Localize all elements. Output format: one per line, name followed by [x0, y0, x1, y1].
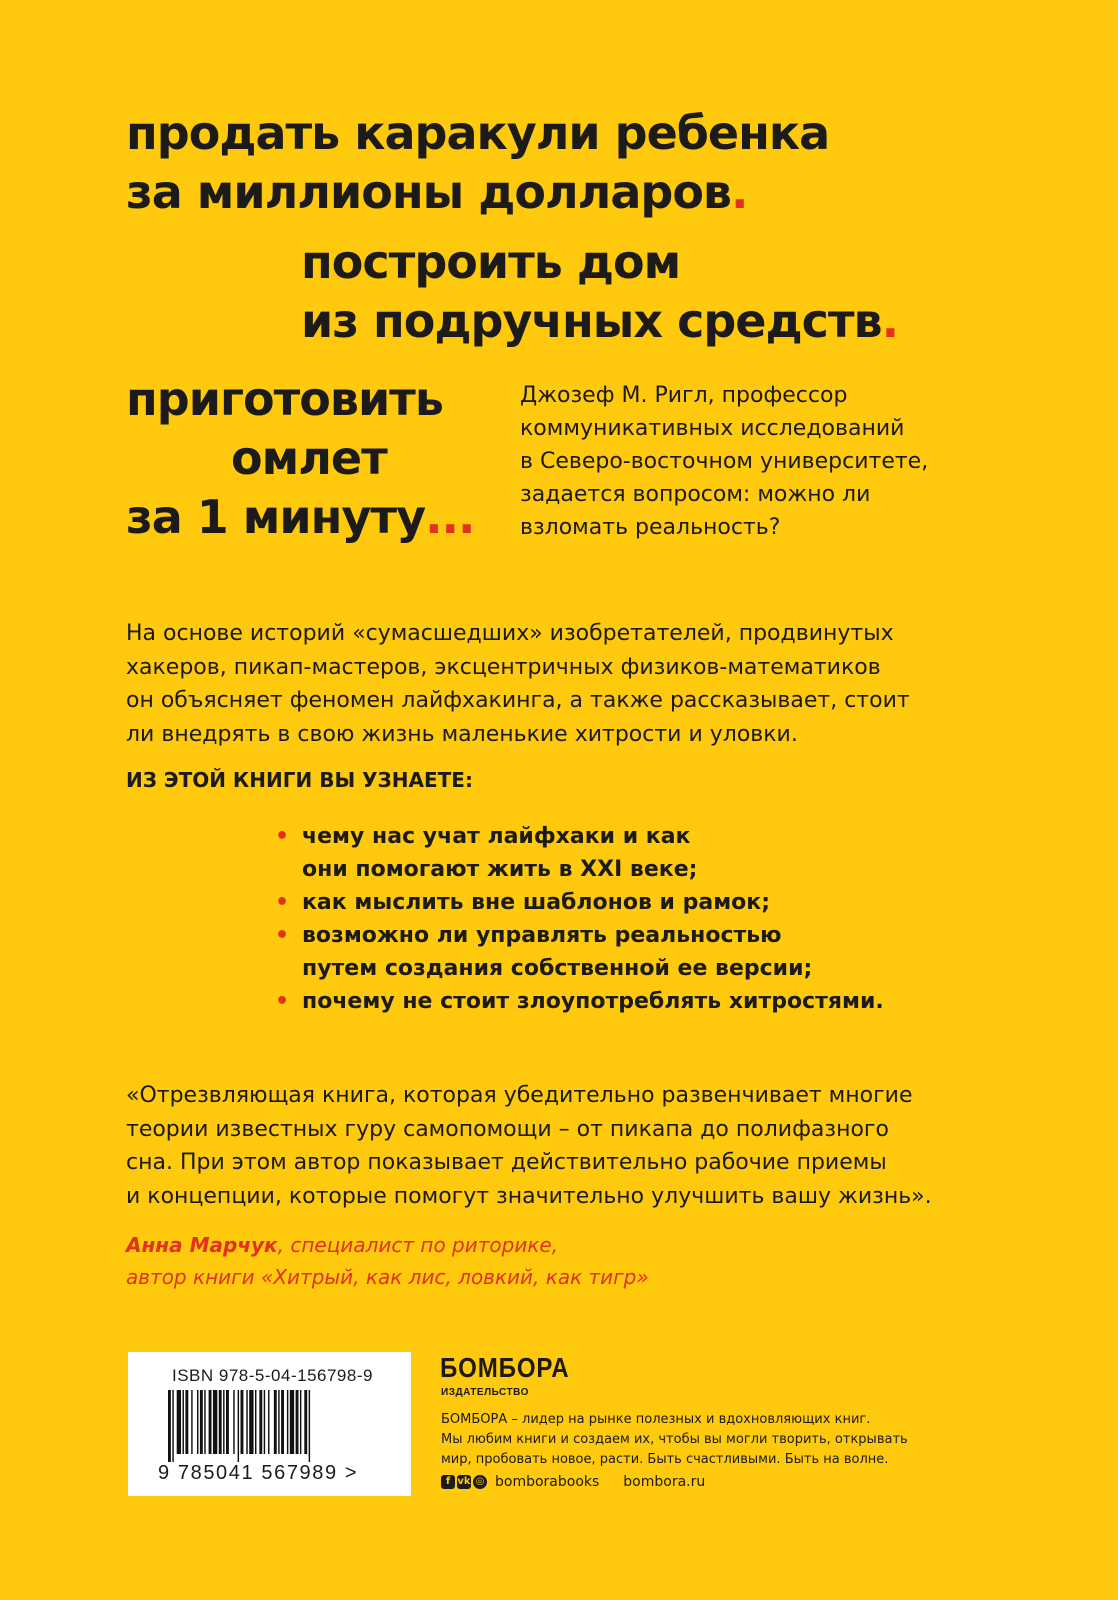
quote-line: сна. При этом автор показывает действительно рабочие приемы: [126, 1150, 887, 1175]
intro-line: Джозеф М. Ригл, профессор: [520, 383, 848, 408]
author-book: автор книги «Хитрый, как лис, ловкий, как тигр»: [126, 1265, 649, 1289]
headline-line: продать каракули ребенка: [126, 106, 830, 160]
isbn-text: ISBN 978-5-04-156798-9: [172, 1366, 373, 1385]
intro-line: коммуникативных исследований: [520, 416, 905, 441]
review-quote: [126, 1079, 932, 1213]
bullet-icon: •: [275, 824, 290, 849]
headline-accent-dot: .: [731, 165, 748, 219]
barcode-digits: 9 785041 567989 >: [158, 1462, 359, 1484]
description-line: хакеров, пикап-мастеров, эксцентричных физиков-математиков: [126, 654, 881, 680]
intro-line: задается вопросом: можно ли: [520, 482, 871, 507]
bullet-icon: •: [275, 923, 290, 948]
instagram-icon[interactable]: ◎: [473, 1475, 487, 1489]
intro-line: в Северо-восточном университете,: [520, 449, 929, 474]
list-item: • почему не стоит злоупотреблять хитростями.: [275, 985, 884, 1018]
learn-list: [275, 820, 884, 1018]
headline-sell-doodles: [126, 104, 829, 222]
publisher-subtitle: ИЗДАТЕЛЬСТВО: [441, 1387, 529, 1398]
headline-accent-dot: .: [881, 294, 899, 348]
author-title: , специалист по риторике,: [277, 1233, 559, 1257]
headline-line: построить дом: [301, 235, 681, 289]
bullet-icon: •: [275, 890, 290, 915]
headline-line: омлет: [231, 431, 387, 485]
quote-author: [126, 1229, 649, 1293]
list-item: • как мыслить вне шаблонов и рамок;: [275, 886, 884, 919]
description-paragraph: [126, 617, 910, 751]
description-line: он объясняет феномен лайфхакинга, а также рассказывает, стоит: [126, 688, 910, 713]
intro-paragraph: [520, 379, 940, 544]
social-row: [441, 1474, 705, 1490]
headline-cook-omelet: [126, 370, 475, 547]
social-handle[interactable]: bomborabooks: [495, 1474, 600, 1490]
quote-line: теории известных гуру самопомощи – от пикапа до полифазного: [126, 1116, 889, 1142]
publisher-description: БОМБОРА – лидер на рынке полезных и вдохновляющих книг. Мы любим книги и создаем их, чтобы вы могли творить, открывать мир, пробовать новое, расти. Быть счастливыми. Быть на волне.: [441, 1412, 908, 1467]
list-item: • возможно ли управлять реальностью путем создания собственной ее версии;: [275, 919, 884, 985]
headline-build-house: [301, 233, 898, 351]
headline-line: из подручных средств.: [301, 294, 899, 348]
headline-accent-ellipsis: ...: [425, 490, 475, 544]
vk-icon[interactable]: vk: [457, 1476, 471, 1487]
headline-line: за миллионы долларов.: [126, 165, 748, 219]
headline-line: приготовить: [126, 372, 443, 426]
author-name: Анна Марчук: [126, 1233, 278, 1257]
intro-line: взломать реальность?: [520, 515, 781, 540]
facebook-icon[interactable]: f: [441, 1475, 455, 1489]
headline-line: за 1 минуту...: [126, 490, 475, 544]
publisher-logo: БОМБОРА: [440, 1352, 570, 1383]
description-line: ли внедрять в свою жизнь маленькие хитрости и уловки.: [126, 721, 798, 747]
learn-heading: ИЗ ЭТОЙ КНИГИ ВЫ УЗНАЕТЕ:: [126, 768, 473, 792]
barcode-icon: [168, 1390, 368, 1462]
description-line: На основе историй «сумасшедших» изобретателей, продвинутых: [126, 621, 894, 646]
list-item: • чему нас учат лайфхаки и как они помогают жить в XXI веке;: [275, 820, 884, 886]
barcode-box: [128, 1352, 411, 1496]
website-link[interactable]: bombora.ru: [623, 1474, 706, 1490]
bullet-icon: •: [275, 989, 290, 1014]
quote-line: и концепции, которые помогут значительно улучшить вашу жизнь».: [126, 1183, 932, 1209]
quote-line: «Отрезвляющая книга, которая убедительно развенчивает многие: [126, 1083, 913, 1108]
